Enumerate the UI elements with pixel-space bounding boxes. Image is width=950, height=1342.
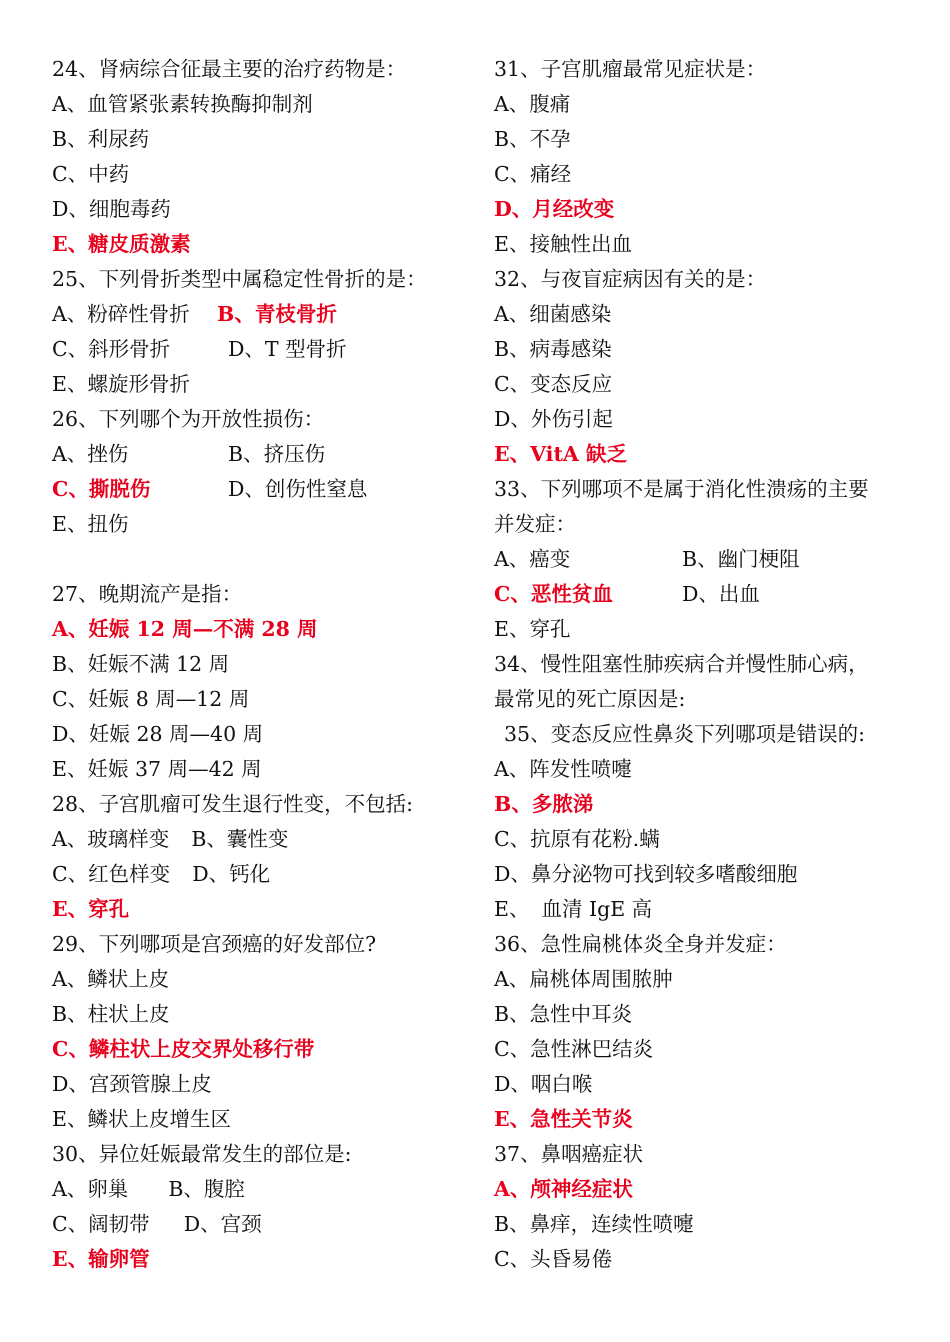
q36-option-b: B、急性中耳炎 [494,1002,633,1026]
q30-row-cd [52,1207,457,1242]
q35-option-b-answer: B、多脓涕 [494,792,594,816]
q32-option-a: A、细菌感染 [494,302,612,326]
q32-option-b: B、病毒感染 [494,337,612,361]
question-36-stem: 36、急性扁桃体炎全身并发症： [494,932,787,956]
q28-option-a: A、玻璃样变 [52,827,170,851]
q29-option-e: E、鳞状上皮增生区 [52,1107,231,1131]
q29-option-a: A、鳞状上皮 [52,967,170,991]
q30-option-a: A、卵巢 [52,1177,129,1201]
q36-option-a: A、扁桃体周围脓肿 [494,967,673,991]
q26-row-ab [52,437,457,472]
question-30-stem: 30、异位妊娠最常发生的部位是: [52,1142,352,1166]
q33-option-e: E、穿孔 [494,617,571,641]
q25-option-d: D、T 型骨折 [228,337,347,361]
q26-option-d: D、创伤性窒息 [228,477,368,501]
q33-option-a: A、癌变 [494,547,571,571]
q31-option-b: B、不孕 [494,127,571,151]
q26-option-b: B、挤压伤 [228,442,326,466]
q30-option-e-answer: E、输卵管 [52,1247,150,1271]
q37-option-a-answer: A、颅神经症状 [494,1177,633,1201]
question-24-stem: 24、肾病综合征最主要的治疗药物是： [52,57,407,81]
question-33-stem-line1: 33、下列哪项不是属于消化性溃疡的主要 [494,477,869,501]
q35-option-c: C、抗原有花粉.螨 [494,827,660,851]
q28-option-c: C、红色样变 [52,862,171,886]
q27-option-a-answer: A、妊娠 12 周—不满 28 周 [52,617,318,641]
q30-option-c: C、阔韧带 [52,1212,150,1236]
q33-row-cd [494,577,904,612]
q32-option-c: C、变态反应 [494,372,613,396]
q35-option-d: D、鼻分泌物可找到较多嗜酸细胞 [494,862,798,886]
q25-row-ab [52,297,457,332]
q33-option-c-answer: C、恶性贫血 [494,582,613,606]
q28-option-e-answer: E、穿孔 [52,897,130,921]
q24-option-b: B、利尿药 [52,127,150,151]
q25-row-cd [52,332,457,367]
q27-option-b: B、妊娠不满 12 周 [52,652,230,676]
q36-option-d: D、咽白喉 [494,1072,593,1096]
q30-option-d: D、宫颈 [183,1212,262,1236]
q29-option-d: D、宫颈管腺上皮 [52,1072,212,1096]
q35-option-a: A、阵发性喷嚏 [494,757,632,781]
q32-option-d: D、外伤引起 [494,407,613,431]
question-29-stem: 29、下列哪项是宫颈癌的好发部位? [52,932,377,956]
question-25-stem: 25、下列骨折类型中属稳定性骨折的是： [52,267,427,291]
q27-option-d: D、妊娠 28 周—40 周 [52,722,264,746]
q24-option-a: A、血管紧张素转换酶抑制剂 [52,92,313,116]
question-26-stem: 26、下列哪个为开放性损伤： [52,407,325,431]
right-column [494,52,904,1277]
q25-option-e: E、螺旋形骨折 [52,372,190,396]
q35-option-e: 血清 IgE 高 [541,897,653,921]
q28-row-cd [52,857,457,892]
q36-option-e-answer: E、急性关节炎 [494,1107,633,1131]
q31-option-c: C、痛经 [494,162,572,186]
q32-option-e-answer: E、VitA 缺乏 [494,442,627,466]
q25-option-b-answer: B、青枝骨折 [217,302,337,326]
question-34-stem-line2: 最常见的死亡原因是: [494,687,686,711]
question-33-stem-line2: 并发症： [494,512,576,536]
q24-option-c: C、中药 [52,162,130,186]
question-27-stem: 27、晚期流产是指： [52,582,243,606]
q24-option-e-answer: E、糖皮质激素 [52,232,191,256]
q26-option-e: E、扭伤 [52,512,129,536]
q28-option-d: D、钙化 [192,862,271,886]
question-28-stem: 28、子宫肌瘤可发生退行性变，不包括: [52,792,413,816]
q35-row-e [494,892,904,927]
left-column [52,52,457,1277]
q26-option-c-answer: C、撕脱伤 [52,477,151,501]
q26-option-a: A、挫伤 [52,442,129,466]
q33-option-b: B、幽门梗阻 [682,547,800,571]
q26-row-cd [52,472,457,507]
q33-option-d: D、出血 [682,582,760,606]
question-34-stem-line1: 34、慢性阻塞性肺疾病合并慢性肺心病， [494,652,869,676]
q24-option-d: D、细胞毒药 [52,197,171,221]
q27-option-e: E、妊娠 37 周—42 周 [52,757,262,781]
q33-row-ab [494,542,904,577]
q31-option-a: A、腹痛 [494,92,571,116]
q25-option-c: C、斜形骨折 [52,337,171,361]
question-31-stem: 31、子宫肌瘤最常见症状是： [494,57,767,81]
q25-option-a: A、粉碎性骨折 [52,302,190,326]
q37-option-b: B、鼻痒，连续性喷嚏 [494,1212,694,1236]
question-37-stem: 37、鼻咽癌症状 [494,1142,644,1166]
q28-option-b: B、囊性变 [191,827,289,851]
q31-option-e: E、接触性出血 [494,232,632,256]
q27-option-c: C、妊娠 8 周—12 周 [52,687,250,711]
q29-option-c-answer: C、鳞柱状上皮交界处移行带 [52,1037,315,1061]
question-32-stem: 32、与夜盲症病因有关的是： [494,267,767,291]
question-35-stem: 35、变态反应性鼻炎下列哪项是错误的: [504,722,865,746]
q30-option-b: B、腹腔 [168,1177,245,1201]
q30-row-ab [52,1172,457,1207]
q35-option-e-prefix: E、 [494,897,530,921]
q28-row-ab [52,822,457,857]
q37-option-c: C、头昏易倦 [494,1247,613,1271]
spacer [52,542,457,577]
q29-option-b: B、柱状上皮 [52,1002,170,1026]
q36-option-c: C、急性淋巴结炎 [494,1037,654,1061]
q31-option-d-answer: D、月经改变 [494,197,615,221]
